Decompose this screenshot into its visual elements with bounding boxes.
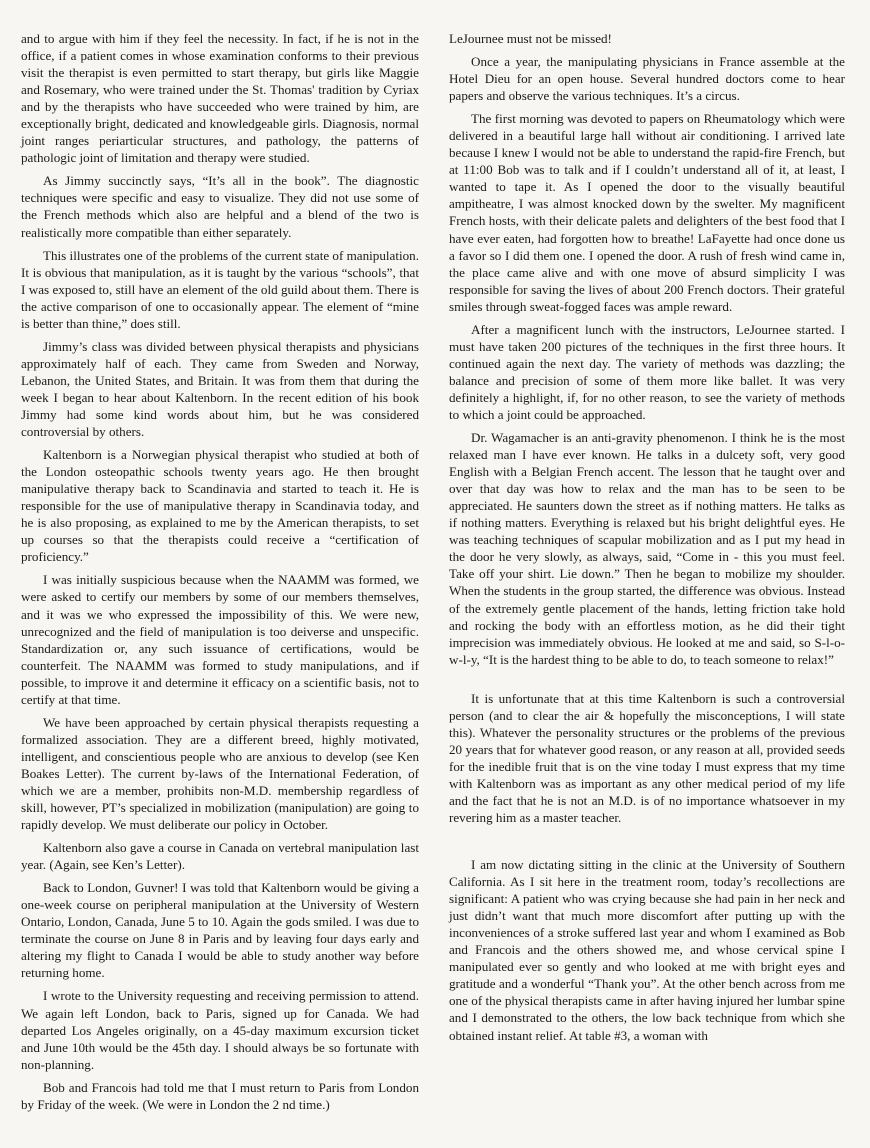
paragraph: It is unfortunate that at this time Kaltenborn is such a controversial person (and to clear the air & hopefully the misconceptions, I will state this). Whatever the personality structures or the problems of the previous 20 years that for whatever good reason, or any reason at all, provided seeds for the inedible fruit that is on the vine today I must express that my time with Kaltenborn was as important as any other medical period of my life and the fact that he is not an M.D. is of no importance whatsoever in my revering him as a master teacher. bbox=[449, 690, 845, 826]
paragraph: Bob and Francois had told me that I must return to Paris from London by Friday of the week. (We were in London the 2 nd time.) bbox=[21, 1079, 419, 1112]
left-column bbox=[21, 30, 419, 1119]
paragraph: Dr. Wagamacher is an anti-gravity phenomenon. I think he is the most relaxed man I have ever known. He talks in a dulcety soft, very good English with a Belgian French accent. The lesson that he taught over and over that day was how to relax and the man has to be seen to be appreciated. He saunters down the street as if nothing matters. He talks as if nothing matters. Everything is relaxed but his bright delightful eyes. He was teaching techniques of scapular mobilization and as I put my head in the door he very slowly, as always, said, “Come in - this you must feel. Take off your shirt. Lie down.” Then he began to mobilize my shoulder. When the students in the group started, the difference was obvious. Instead of the extremely gentle placement of the hands, letting friction take hold and rocking the body with an effortless motion, as he did their tight imprecision was immediately obvious. He looked at me and said, so S-l-o-w-l-y, “It is the hardest thing to be able to do, to teach someone to relax!” bbox=[449, 430, 845, 667]
paragraph: I was initially suspicious because when the NAAMM was formed, we were asked to certify our members by some of our members themselves, and it was we who expressed the impossibility of this. We were new, unrecognized and the field of manipulation is too deiverse and unspecific. Standardization or, any such issuance of certifications, would be counterfeit. The NAAMM was formed to study manipulations, and if possible, to improve it and determine it efficacy on a scientific basis, not to certify at that time. bbox=[21, 572, 419, 707]
paragraph: Kaltenborn also gave a course in Canada on vertebral manipulation last year. (Again, see Ken’s Letter). bbox=[21, 840, 419, 873]
paragraph: After a magnificent lunch with the instructors, LeJournee started. I must have taken 200 pictures of the techniques in the first three hours. It continued again the next day. The variety of methods was dazzling; the balance and precision of some of them more like ballet. It was very definitely a highlight, if, for no other reason, to see the variety of methods to which a joint could be approached. bbox=[449, 321, 845, 422]
paragraph: Jimmy’s class was divided between physical therapists and physicians approximately half of each. They came from Sweden and Norway, Lebanon, the United States, and Britain. It was from them that during the week I began to hear about Kaltenborn. In the recent edition of his book Jimmy had some kind words about him, but he was considered controversial by others. bbox=[21, 338, 419, 440]
right-column bbox=[449, 30, 845, 1050]
paragraph: I am now dictating sitting in the clinic at the University of Southern California. As I sit here in the treatment room, today’s recollections are significant: A patient who was crying because she had pain in her neck and just didn’t want that much more discomfort after putting up with the inconveniences of a stroke suffered last year and whom I examined as Bob and Francois and the others showed me, and whose cervical spine I manipulated ever so gently and who looked at me with bright eyes and gratitude and a wonderful “Thank you”. At the other bench across from me one of the physical therapists came in after having injured her lumbar spine and I demonstrated to the others, the low back technique from which she obtained instant relief. At table #3, a woman with bbox=[449, 857, 845, 1043]
paragraph: The first morning was devoted to papers on Rheumatology which were delivered in a beautiful large hall without air conditioning. I arrived late because I knew I would not be able to understand the rapid-fire French, but at 11:00 Bob was to talk and if I couldn’t understand all of it, at least, I wanted to tape it. As I opened the door to the visually beautiful ampitheatre, I was almost knocked down by the swelter. My magnificent French hosts, with their delicate palets and delighters of the best food that I have ever eaten, had forgotten how to breathe! LaFayette had once done us a favor so I did them one. I opened the door. A rush of fresh wind came in, the place came alive and with one move of absurd simplicity I was responsible for saving the lives of about 200 French doctors. Their grateful smiles through sweat-fogged faces was ample reward. bbox=[449, 111, 845, 314]
paragraph: and to argue with him if they feel the necessity. In fact, if he is not in the office, if a patient comes in whose examination conforms to their previous visit the therapist is even permitted to start therapy, but girls like Maggie and Rosemary, who were trained under the St. Thomas' tradition by Cyriax and by the therapists who have succeeded who were trained by him, are exceptionally bright, dedicated and knowledgeable girls. Diagnosis, normal joint ranges periarticular structures, and pathology, the patterns of pathologic joint of limitation and therapy were studied. bbox=[21, 31, 419, 166]
paragraph: LeJournee must not be missed! bbox=[449, 31, 612, 46]
paragraph: Back to London, Guvner! I was told that Kaltenborn would be giving a one-week course on peripheral manipulation at the University of Western Ontario, London, Canada, June 5 to 10. Again the gods smiled. I was due to terminate the course on June 8 in Paris and by leaving four days early and altering my flight to Canada I would be able to study another way before returning home. bbox=[21, 880, 419, 981]
paragraph: Kaltenborn is a Norwegian physical therapist who studied at both of the London osteopathic schools twenty years ago. He then brought manipulative therapy back to Scandinavia and started to teach it. He is responsible for the use of manipulative therapy in Scandinavia today, and he is also proposing, as explained to me by the American therapists, to set up courses so that the therapists could receive a “certification of proficiency.” bbox=[21, 447, 419, 565]
paragraph: As Jimmy succinctly says, “It’s all in the book”. The diagnostic techniques were specific and easy to visualize. They did not use some of the French methods which also are helpful and a blend of the two is realistically more compatible than either separately. bbox=[21, 173, 419, 240]
paragraph: We have been approached by certain physical therapists requesting a formalized association. They are a different breed, highly motivated, intelligent, and conscientious people who are anxious to develop (see Ken Boakes Letter). The current by-laws of the International Federation, of which we are a member, prohibits non-M.D. membership regardless of skill, however, PT’s specialized in mobilization (manipulation) are going to rapidly develop. We must deliberate our policy in October. bbox=[21, 714, 419, 833]
paragraph: Once a year, the manipulating physicians in France assemble at the Hotel Dieu for an open house. Several hundred doctors come to hear papers and observe the various techniques. It’s a circus. bbox=[449, 54, 845, 104]
paragraph: This illustrates one of the problems of the current state of manipulation. It is obvious that manipulation, as it is taught by the various “schools”, that I was exposed to, still have an element of the old guild about them. There is the active comparison of one to occasionally appear. The element of “mine is better than thine,” does still. bbox=[21, 247, 419, 331]
paragraph: I wrote to the University requesting and receiving permission to attend. We again left London, back to Paris, signed up for Canada. We had departed Los Angeles originally, on a 45-day maximum excursion ticket and June 10th would be the 45th day. I should always be so fortunate with non-planning. bbox=[21, 988, 419, 1072]
